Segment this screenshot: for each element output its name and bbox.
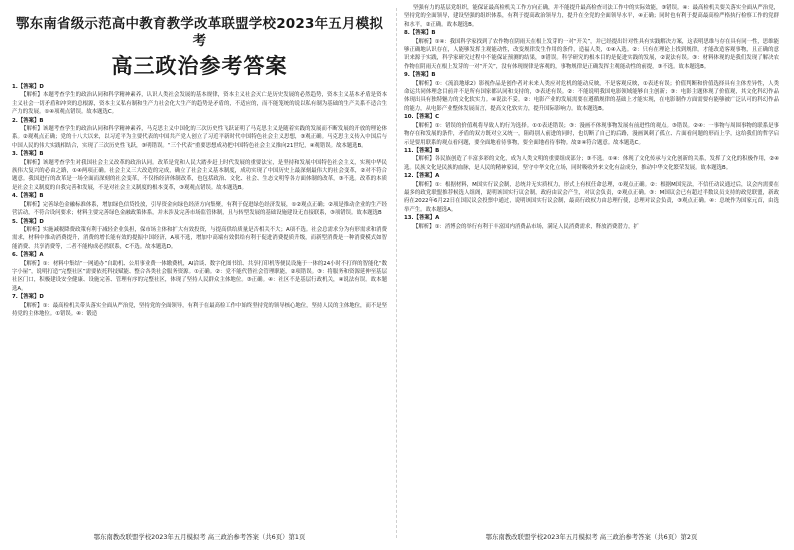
question-number: 8. — [404, 30, 410, 37]
answer-key: 【答案】B — [17, 117, 44, 124]
answer-explanation: 【解析】①：《流浪地球2》影视作品是创作者对未来人类应对危机的能动反映，不是客观反映，①表述有误；价值判断和价值选择具有主体差异性，人类命运共同体理念目前并不是所有国家都认同和支持的，③表述有误。②：不能说明我国电影领域能够自主创新；③：电影主题体现了价值观，其文化科幻作品体现出具有独特魅力的文化软实力。④说法不妥。②：电影产业的发展需要在遵循规律的基础上才能实现，在电影制作方面需要有能够被广泛认可的科幻作品的能力，从电影产业整体发展而言，提高文化软实力，提升国际影响力。故本题选B。 — [404, 80, 779, 112]
answer-item — [404, 172, 779, 214]
question-number: 13. — [404, 215, 414, 222]
page-2-footer: 鄂东南教改联盟学校2023年五月模拟考 高三政治参考答案（共6页）第2页 — [485, 533, 698, 541]
column-divider — [396, 8, 397, 538]
answer-heading — [12, 150, 387, 158]
answer-key: 【答案】B — [17, 151, 44, 158]
answer-heading — [404, 147, 779, 155]
answer-heading — [404, 113, 779, 121]
left-answers — [12, 83, 387, 318]
answer-heading — [12, 192, 387, 200]
answer-explanation: 【解析】完善绿色金融标准体系，增加绿色信贷投放，引导资金向绿色经济方向集聚，有利于促进绿色经济发展，①②观点正确；②项是推动企业的生产经营活动，不符合设问要求；材料主要完善绿色金融政策体系，并未涉及完善市场监管体制，且与转型发展的基础设施建设无直接联系，③项错误。故本题选B — [12, 201, 387, 217]
answer-explanation: 【解析】①④：我国科学家找到了农作物在阴雨天在根上发芽的一对“开关”，并已经提出针对性具有实践解决方案，这表明思维与存在具有同一性，思维能够正确地认识存在，人能够发挥主观能动性，改变规律发生作用的条件，造福人类，①④入选。②：只有在理论上找到规律，才能改造客观事物，且正确的意识来源于实践，科学家研究过程中不能保证预测的结果，③错误。科学研究的根本目的是促进实践的发展，②说法有误。③：材料体现的是我们发现了解决农作物在阴雨天在根上发芽的一对“开关”，没有体现规律是客观的，事物规律是正确发挥主观能动性的前提，③不选。故本题选B。 — [404, 38, 779, 70]
answer-explanation: 【解析】本题考查学生的政治认同和科学精神素养，认识人类社会发展的基本规律，资本主义社会灭亡是历史发展的必然趋势，资本主义基本矛盾是资本主义社会一切矛盾和冲突的总根源，资本主义私有制和生产力社会化大生产的趋势是矛盾的，不适应的，而不能笼统的说以私有制为基础的生产关系不适合生产力的发展。①④项观点错误。故本题选C。 — [12, 92, 387, 116]
answer-explanation: 【解析】实施减税降费政策有利于减轻企业负担，保市场主体和扩大有效投资，与提高供给质量是否相关不大；A项不选。社会总需求分为有形需求和消费需求，材料中推动消费提升，消费的增长能有效的提振中国经济，A项不选，增加中高端有效供给有利于促进消费提质升级，而新型消费是一种消费模式如智能消费、共享消费等，二者不能构成必然联系，C不选。故本题选D。 — [12, 226, 387, 250]
answer-key: 【答案】B — [409, 30, 436, 37]
answer-heading — [12, 117, 387, 125]
question-number: 4. — [12, 193, 18, 200]
answer-heading — [404, 29, 779, 37]
answer-explanation: 【解析】①：错误的价值观将导致人的行为选择。①①表述错误；③：漫画不体现事物发展有前进性的观点。③错误。②④：一事物与周围事物的联系是事物存在和发展的条件，矛盾的双方既对立又统一，阻碍别人前进的同时，也切断了自己的后路，漫画讽刺了孤立、片面看问题的形而上学，这给我们的哲学启示是要用联系的观点看问题，要全面地看待事物，要全面地看待事物。故②④符合题意。故本题选C。 — [404, 122, 779, 146]
document-title: 鄂东南省级示范高中教育教学改革联盟学校2023年五月模拟考 — [15, 16, 384, 49]
answer-item — [12, 218, 387, 252]
continued-paragraph: 坚强有力的基层党组织，能保证最高检机关工作方向正确，并不能提升最高检查司法工作中的实际效能，③错误。④：最高检机关要关落实全面从严治党，坚持党的全面领导，建设坚强的组织体系，有利于提高政治领导力，提升在全党的全面领导水平，④正确；同时也有利于提高最高检严格执行检察工作的党群和水平，②正确。故本题选B。 — [404, 5, 779, 28]
answer-heading — [12, 83, 387, 91]
answer-heading — [404, 71, 779, 79]
answer-explanation: 【解析】该题考查学生的政治认同和科学精神素养，马克思主义中国化的三次历史性飞跃证明了马克思主义是随着实践的发展而不断发展的开放的理论体系。②观观点正确；党的十八大以来，以习近平为主要代表的中国共产党人创立了习近平新时代中国特色社会主义思想，③观正确。马克思主义传入中国后与中国人民的伟大实践相结合，实现了三次历史性飞跃，③明错误。“三个代表”重要思想成功把中国特色社会主义推向21世纪，④观错误。故本题选B。 — [12, 126, 387, 149]
answer-explanation: 【解析】该题考查学生对我国社会主义改革的政治认同。改革是党和人民大踏步赶上时代发展的重要法宝，是坚持和发展中国特色社会主义，实现中华民族伟大复兴的必由之路，①④两项正确。社会主义三大改造的完成，确立了社会主义基本制度，成功实现了中国历史上最深刻最伟大的社会变革，②对不符合题意。我国进行的改革是一场全面而深刻的社会变革，不仅指经济体制改革，也包括政治、文化、社会、生态文明等各方面体制的改革，③不选。改革的本质是社会主义制度的自我完善和发展，不是对社会主义制度的根本变革，③观观点错误。故本题选B。 — [12, 159, 387, 191]
answer-heading — [12, 218, 387, 226]
answer-item — [12, 117, 387, 151]
question-number: 9. — [404, 72, 410, 79]
answer-heading — [12, 293, 387, 301]
answer-item — [12, 150, 387, 192]
answer-item — [404, 214, 779, 231]
answer-explanation: 【解析】①：最高检机关带头落实全面从严治党，坚持党的全面领导，有利于在最高检工作中始终坚持党的领导核心地位，坚持人民的主体地位，而不是坚持党的主体地位。①错误。④：锻造 — [12, 302, 387, 317]
page-1-column — [12, 0, 387, 550]
question-number: 3. — [12, 151, 18, 158]
answer-key: 【答案】D — [17, 294, 44, 301]
answer-key: 【答案】C — [413, 114, 440, 121]
page-2-column — [404, 0, 779, 550]
answer-item — [12, 293, 387, 318]
question-number: 5. — [12, 218, 18, 225]
answer-heading — [404, 214, 779, 222]
document-subtitle: 高三政治参考答案 — [111, 54, 288, 78]
answer-explanation: 【解析】各民族创造了丰富多彩的文化，成为人类文明的重要组成部分；③不选。①④：体现了文化传承与文化创新的关系，发挥了文化的积极作用，②④选。民族文化是民族的血脉，是人民的精神家园，坚守中华文化立场，同时吸收外来文化有益成分，推动中华文化繁荣发展。故本题选B。 — [404, 156, 779, 171]
question-number: 2. — [12, 117, 18, 124]
answer-explanation: 【解析】①：根据材料，M国实行议会制，总统并无实质权力，形式上有权任命总理，①观点正确。②：根据M国宪法，不信任动议通过后，议会内需要在最多的政党联盟推荐候选人组阁，说明该国实行议会制，政府由议会产生，对议会负责，②观点正确。③：M国议会已有超过半数议员支持的政党联盟，新政府在2022年6月22日在国民议会投票中通过，说明该国实行议会制，最高行政权力由总理行使，总理对议会负责，③观点正确。④：总统作为国家元首，由选举产生。故本题选A。 — [404, 181, 779, 213]
answer-key: 【答案】D — [17, 218, 44, 225]
right-answers — [404, 4, 779, 231]
right-answer-list — [404, 29, 779, 231]
answer-item — [404, 71, 779, 113]
answer-item — [12, 192, 387, 217]
answer-heading — [12, 251, 387, 259]
answer-key: 【答案】B — [17, 193, 44, 200]
answer-item — [404, 113, 779, 147]
question-number: 12. — [404, 173, 414, 180]
answer-key: 【答案】D — [17, 84, 44, 90]
question-number: 11. — [404, 147, 414, 154]
page-1-footer: 鄂东南教改联盟学校2023年五月模拟考 高三政治参考答案（共6页）第1页 — [93, 533, 306, 541]
answer-heading — [404, 172, 779, 180]
answer-key: 【答案】A — [17, 252, 44, 259]
answer-key: 【答案】A — [413, 173, 440, 180]
answer-key: 【答案】B — [409, 72, 436, 79]
answer-explanation: 【解析】①：材料中集结“一网通办”自助机、公用事业费一体缴费机，AI洽谈、数字化图书馆、共享打印机等便民设施于一体的24小时不打烊的智能化“数字小屋”，说明打造“完整社区”需要依托科技赋能、整合各类社会服务资源。①正确。②：党不能代替社会管理职能，②项错误。③：将服务和资源延伸至基层社区门口，积极建设安全健康、设施完善、管理有序的完整社区，体现了坚持人民群众主体地位。③正确。④：社区不是基层行政机关，④说法有误。故本题选A。 — [12, 260, 387, 292]
answer-item — [404, 29, 779, 71]
answer-key: 【答案】A — [413, 215, 440, 222]
question-number: 10. — [404, 114, 414, 121]
question-number: 6. — [12, 252, 18, 259]
answer-item — [12, 251, 387, 293]
answer-explanation: 【解析】①：消博会的举行有利于丰富国内消费品市场，满足人民消费需求，释放消费潜力，扩 — [413, 223, 639, 230]
answer-item — [12, 83, 387, 117]
answer-key: 【答案】B — [413, 147, 440, 154]
answer-item — [404, 147, 779, 172]
question-number: 7. — [12, 294, 18, 301]
question-number: 1. — [12, 84, 18, 90]
